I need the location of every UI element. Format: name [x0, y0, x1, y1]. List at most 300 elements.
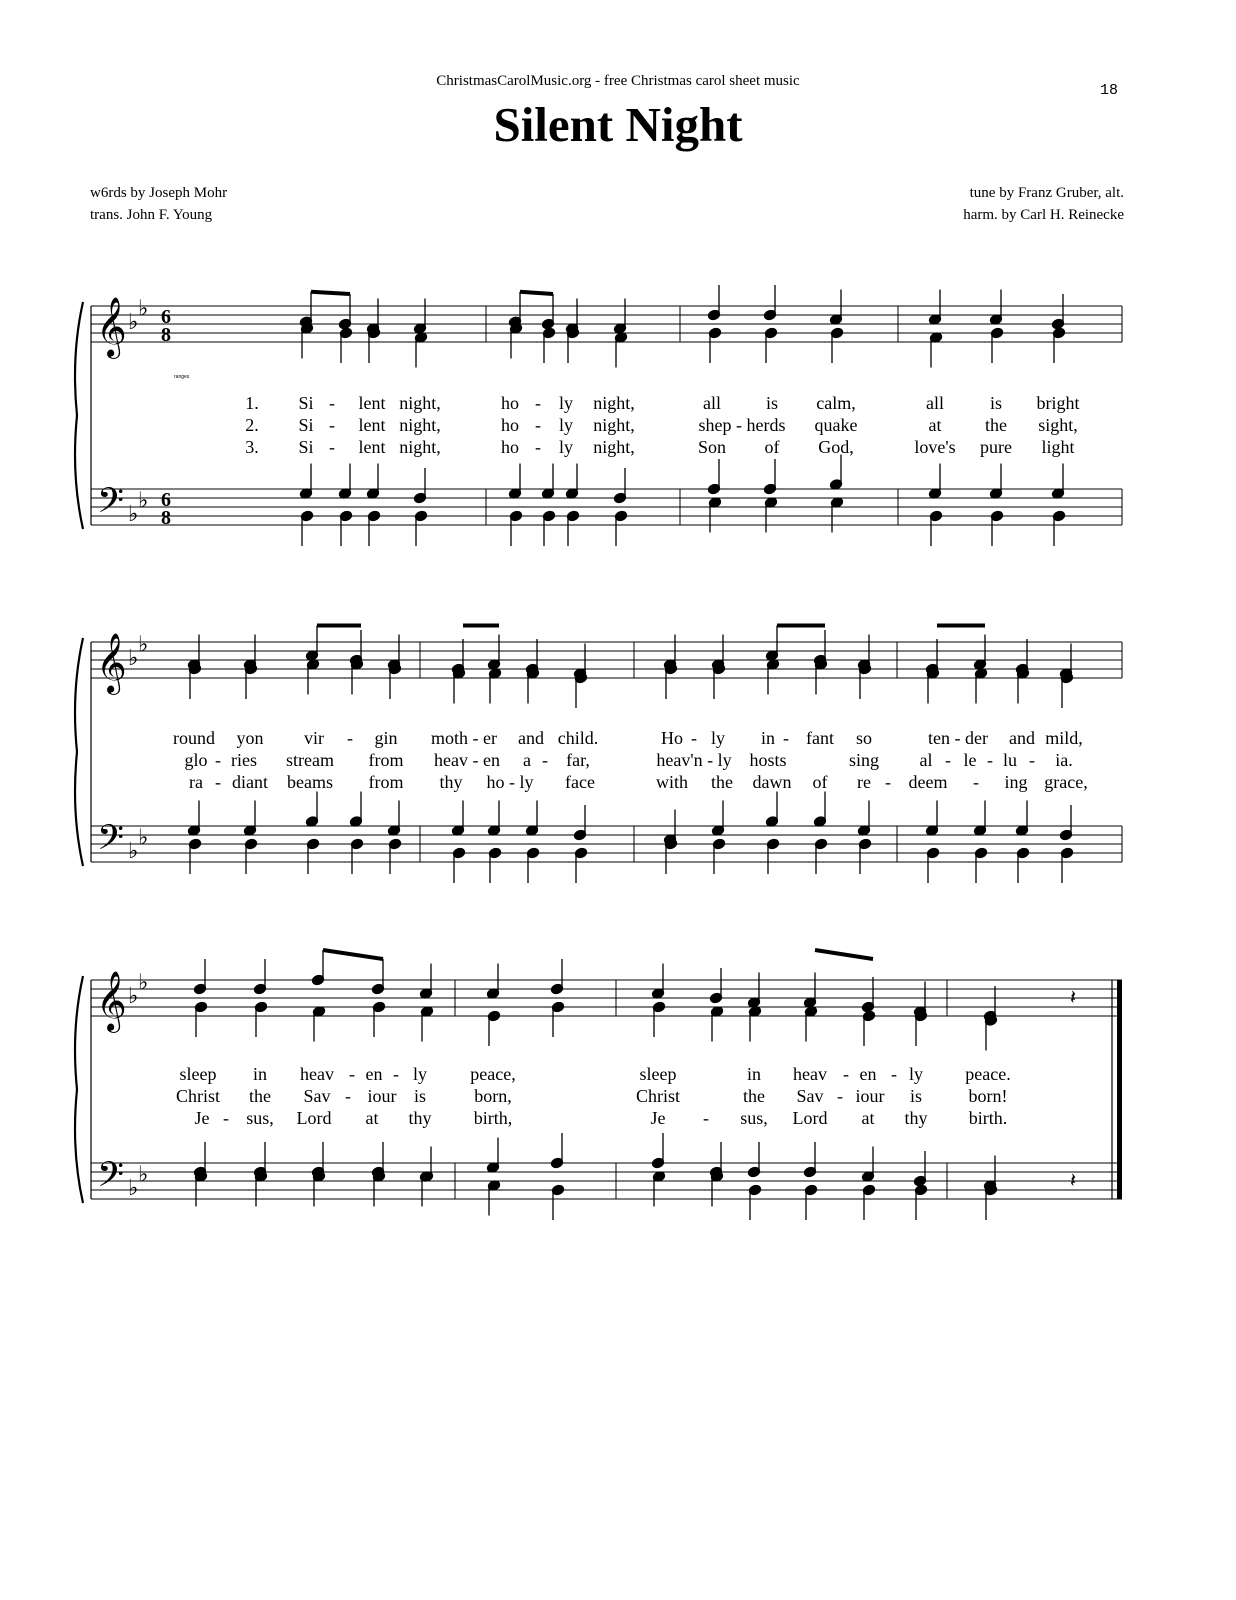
bass-note [420, 1171, 433, 1207]
lyric-syllable: dawn [752, 772, 792, 792]
alto-note [1052, 327, 1065, 363]
lyric-syllable: heav - en [434, 750, 500, 770]
flat-sign: ♭ [128, 984, 139, 1009]
soprano-note [861, 977, 874, 1013]
alto-note [664, 663, 677, 699]
lyric-syllable: ries [231, 750, 257, 770]
tiny-label: ranges [174, 374, 190, 380]
lyric-syllable: night, [399, 393, 441, 413]
tenor-note [1015, 801, 1028, 837]
lyric-syllable: is [413, 1086, 427, 1106]
alto-note [526, 668, 539, 704]
tenor-note [387, 801, 400, 837]
lyric-syllable: - [393, 1064, 399, 1084]
lyric-syllable: en [859, 1064, 877, 1084]
bass-note [748, 1184, 761, 1220]
lyric-syllable: face [565, 772, 595, 792]
alto-note [748, 1006, 761, 1042]
soprano-note [541, 294, 554, 330]
lyric-syllable: thy [904, 1108, 928, 1128]
lyric-syllable: diant [232, 772, 268, 792]
time-signature-top: 6 [161, 306, 171, 328]
flat-sign: ♭ [128, 502, 139, 527]
bass-note [194, 1171, 207, 1207]
alto-note [614, 332, 627, 368]
lyric-syllable: - [535, 393, 541, 413]
bass-note [712, 838, 725, 874]
lyric-syllable: and [518, 728, 544, 748]
bass-note [542, 510, 555, 546]
lyrics [173, 728, 1088, 792]
lyric-syllable: peace. [965, 1064, 1011, 1084]
lyric-syllable: birth, [473, 1108, 513, 1128]
time-signature-bottom: 8 [161, 507, 171, 529]
alto-note [339, 327, 352, 363]
lyric-syllable: - [885, 772, 891, 792]
alto-note [306, 659, 319, 695]
lyric-syllable: grace, [1044, 772, 1088, 792]
system-1 [75, 297, 1122, 530]
lyric-syllable: ra [189, 772, 203, 792]
tenor-note [349, 792, 362, 828]
tenor-note [338, 464, 351, 500]
lyric-syllable: all [926, 393, 944, 413]
lyric-syllable: moth - er [431, 728, 497, 748]
alto-note [194, 1001, 207, 1037]
lyric-syllable: Si [298, 415, 314, 435]
tenor-note [573, 805, 586, 841]
flat-sign: ♭ [128, 1176, 139, 1201]
lyric-syllable: yon [236, 728, 264, 748]
bass-note [929, 510, 942, 546]
treble-staff [91, 980, 1122, 1016]
lyric-syllable: gin [374, 728, 398, 748]
time-signature-bottom: 8 [161, 324, 171, 346]
alto-note [926, 668, 939, 704]
tenor-note [829, 455, 842, 491]
soprano-note [419, 964, 432, 1000]
system-2 [75, 633, 1122, 867]
bass-note [306, 838, 319, 874]
lyric-syllable: a [523, 750, 531, 770]
bass-note [509, 510, 522, 546]
flat-sign: ♭ [128, 646, 139, 671]
lyric-syllable: ly [558, 437, 574, 457]
lyric-syllable: fant [806, 728, 834, 748]
page-number: 18 [1100, 82, 1119, 99]
tenor-note [861, 1147, 874, 1183]
lyric-syllable: at [928, 415, 942, 435]
lyric-syllable: bright [1036, 393, 1080, 413]
lyric-syllable: Je [194, 1108, 210, 1128]
lyric-syllable: ten - der [928, 728, 988, 748]
lyric-syllable: Si [298, 437, 314, 457]
lyric-syllable: at [365, 1108, 379, 1128]
flat-sign: ♭ [138, 632, 149, 658]
lyric-syllable: - [329, 437, 335, 457]
lyric-syllable: with [655, 772, 689, 792]
lyric-syllable: Si [298, 393, 314, 413]
tenor-note [1051, 464, 1064, 500]
flat-sign: ♭ [138, 296, 149, 322]
soprano-note [763, 285, 776, 321]
treble-staff [91, 306, 1122, 342]
song-title: Silent Night [493, 97, 743, 152]
bass-note [367, 510, 380, 546]
tenor-note [187, 801, 200, 837]
lyric-syllable: born, [474, 1086, 512, 1106]
tenor-note [366, 464, 379, 500]
tenor-note [508, 464, 521, 500]
bass-clef: 𝄢 [97, 817, 125, 866]
tenor-note [913, 1151, 926, 1187]
lyric-syllable: ho [501, 437, 519, 457]
tenor-note [613, 468, 626, 504]
lyric-syllable: ing [1004, 772, 1028, 792]
alto-note [372, 1001, 385, 1037]
flat-sign: ♭ [138, 488, 149, 514]
lyric-syllable: - [843, 1064, 849, 1084]
lyric-syllable: the [711, 772, 733, 792]
bass-note [858, 838, 871, 874]
alto-note [708, 327, 721, 363]
alto-note [488, 668, 501, 704]
bass-note [244, 838, 257, 874]
tenor-note [486, 1138, 499, 1174]
alto-note [858, 663, 871, 699]
lyric-syllable: heav [793, 1064, 827, 1084]
tenor-note [925, 801, 938, 837]
lyric-syllable: le [963, 750, 977, 770]
bass-note [664, 838, 677, 874]
tenor-note [813, 792, 826, 828]
bass-clef: 𝄢 [97, 1154, 125, 1203]
lyric-syllable: - [1029, 750, 1035, 770]
lyric-syllable: ly [412, 1064, 428, 1084]
soprano-note [803, 973, 816, 1009]
lyric-syllable: sleep [639, 1064, 677, 1084]
lyric-syllable: is [909, 1086, 923, 1106]
alto-note [652, 1001, 665, 1037]
system-brace [75, 976, 83, 1203]
lyric-syllable: 2. [245, 415, 259, 435]
soprano-note [928, 290, 941, 326]
soprano-note [371, 959, 384, 995]
lyric-syllable: thy [408, 1108, 432, 1128]
soprano-note [707, 285, 720, 321]
lyric-syllable: en [365, 1064, 383, 1084]
lyric-syllable: - [215, 772, 221, 792]
bass-note [614, 510, 627, 546]
lyric-syllable: ly [558, 415, 574, 435]
lyric-syllable: is [765, 393, 779, 413]
lyric-syllable: - [329, 415, 335, 435]
lyric-syllable: heav [300, 1064, 334, 1084]
lyric-syllable: of [764, 437, 780, 457]
bass-note [814, 838, 827, 874]
lyric-syllable: sight, [1038, 415, 1078, 435]
lyric-syllable: Lord [792, 1108, 828, 1128]
soprano-note [299, 292, 312, 328]
system-3 [75, 971, 1122, 1204]
treble-clef: 𝄞 [96, 633, 127, 693]
bass-note [1016, 847, 1029, 883]
bass-note [708, 497, 721, 533]
alto-note [1060, 672, 1073, 708]
flat-sign: ♭ [128, 839, 139, 864]
tenor-note [651, 1133, 664, 1169]
lyric-syllable: the [743, 1086, 765, 1106]
lyric-syllable: beams [287, 772, 333, 792]
bass-note [487, 1180, 500, 1216]
alto-note [974, 668, 987, 704]
alto-note [244, 663, 257, 699]
lyric-syllable: love's [914, 437, 956, 457]
lyric-syllable: glo [184, 750, 208, 770]
tenor-note [525, 801, 538, 837]
lyric-syllable: sing [848, 750, 880, 770]
lyric-syllable: lu [1002, 750, 1018, 770]
alto-note [254, 1001, 267, 1037]
alto-note [551, 1001, 564, 1037]
tenor-note [973, 801, 986, 837]
tenor-note [541, 464, 554, 500]
alto-note [300, 323, 313, 359]
bass-note [914, 1184, 927, 1220]
site-header: ChristmasCarolMusic.org - free Christmas carol sheet music [436, 73, 800, 89]
soprano-note [989, 290, 1002, 326]
lyric-syllable: stream [286, 750, 334, 770]
lyric-syllable: night, [593, 393, 635, 413]
soprano-note [508, 292, 521, 328]
bass-staff [91, 1163, 1122, 1199]
lyric-syllable: re [857, 772, 871, 792]
tenor-note [451, 801, 464, 837]
lyric-syllable: al [919, 750, 933, 770]
lyric-syllable: Son [697, 437, 727, 457]
lyric-syllable: calm, [816, 393, 856, 413]
lyric-syllable: night, [399, 437, 441, 457]
soprano-note [550, 959, 563, 995]
lyric-syllable: - [891, 1064, 897, 1084]
lyric-syllable: at [861, 1108, 875, 1128]
lyric-syllable: - [329, 393, 335, 413]
tenor-note [487, 801, 500, 837]
soprano-note [829, 290, 842, 326]
soprano-note [747, 973, 760, 1009]
bass-note [312, 1171, 325, 1207]
bass-note [766, 838, 779, 874]
bass-note [414, 510, 427, 546]
beam [520, 292, 553, 294]
alto-note [574, 672, 587, 708]
alto-note [566, 327, 579, 363]
soprano-note [305, 626, 318, 662]
lyric-syllable: night, [593, 437, 635, 457]
bass-note [526, 847, 539, 883]
lyric-syllable: iour [367, 1086, 397, 1106]
lyric-syllable: 3. [245, 437, 259, 457]
soprano-note [338, 294, 351, 330]
bass-note [710, 1171, 723, 1207]
alto-note [487, 1010, 500, 1046]
flat-sign: ♭ [138, 1162, 149, 1188]
lyric-syllable: heav'n - ly [656, 750, 732, 770]
alto-note [414, 332, 427, 368]
system-brace [75, 302, 83, 529]
tenor-note [989, 464, 1002, 500]
lyrics [176, 1064, 1011, 1128]
soprano-note [765, 626, 778, 662]
final-barline-thick [1117, 980, 1122, 1199]
soprano-note [486, 964, 499, 1000]
lyric-syllable: the [249, 1086, 271, 1106]
beam [815, 950, 873, 959]
time-signature-top: 6 [161, 489, 171, 511]
bass-note [926, 847, 939, 883]
lyric-syllable: so [855, 728, 873, 748]
lyric-syllable: 1. [245, 393, 259, 413]
treble-clef: 𝄞 [96, 297, 127, 357]
bass-note [300, 510, 313, 546]
lyric-syllable: ly [558, 393, 574, 413]
bass-note [1060, 847, 1073, 883]
lyric-syllable: sleep [179, 1064, 217, 1084]
lyric-syllable: - [703, 1108, 709, 1128]
lyric-syllable: Christ [175, 1086, 221, 1106]
bass-note [551, 1184, 564, 1220]
words-credit: w6rds by Joseph Mohr [90, 185, 228, 201]
tenor-note [765, 792, 778, 828]
lyric-syllable: pure [980, 437, 1012, 457]
bass-note [862, 1184, 875, 1220]
alto-note [830, 327, 843, 363]
lyric-syllable: lent [358, 393, 386, 413]
lyric-syllable: Christ [635, 1086, 681, 1106]
quarter-rest: 𝄽 [1070, 985, 1077, 1009]
tenor-note [928, 464, 941, 500]
alto-note [766, 659, 779, 695]
treble-clef: 𝄞 [96, 971, 127, 1031]
bass-note [254, 1171, 267, 1207]
lyric-syllable: and [1009, 728, 1035, 748]
soprano-note [193, 959, 206, 995]
flat-sign: ♭ [138, 970, 149, 996]
lyric-syllable: Sav [303, 1086, 331, 1106]
lyric-syllable: ho - ly [486, 772, 534, 792]
harmony-credit: harm. by Carl H. Reinecke [963, 207, 1124, 223]
lyric-syllable: iour [855, 1086, 885, 1106]
lyric-syllable: born! [968, 1086, 1008, 1106]
soprano-note [311, 950, 324, 986]
quarter-rest: 𝄽 [1070, 1168, 1077, 1192]
lyric-syllable: of [812, 772, 828, 792]
soprano-note [651, 964, 664, 1000]
lyric-syllable: - [973, 772, 979, 792]
flat-sign: ♭ [128, 310, 139, 335]
bass-note [764, 497, 777, 533]
lyric-syllable: thy [439, 772, 463, 792]
bass-note [574, 847, 587, 883]
lyric-syllable: the [985, 415, 1007, 435]
tenor-note [711, 801, 724, 837]
tenor-note [299, 464, 312, 500]
lyric-syllable: in [760, 728, 776, 748]
lyric-syllable: ly [908, 1064, 924, 1084]
lyric-syllable: - [945, 750, 951, 770]
bass-note [188, 838, 201, 874]
alto-note [367, 327, 380, 363]
lyric-syllable: from [368, 772, 404, 792]
lyric-syllable: Je [650, 1108, 666, 1128]
lyric-syllable: all [703, 393, 721, 413]
lyric-syllable: night, [593, 415, 635, 435]
bass-note [350, 838, 363, 874]
lyric-syllable: - [783, 728, 789, 748]
lyric-syllable: - [215, 750, 221, 770]
lyric-syllable: from [368, 750, 404, 770]
soprano-note [973, 635, 986, 671]
tenor-note [243, 801, 256, 837]
alto-note [509, 323, 522, 359]
lyric-syllable: mild, [1045, 728, 1083, 748]
alto-note [388, 663, 401, 699]
alto-note [1016, 668, 1029, 704]
bass-note [339, 510, 352, 546]
lyric-syllable: in [252, 1064, 268, 1084]
alto-note [914, 1010, 927, 1046]
lyric-syllable: ly [710, 728, 726, 748]
lyric-syllable: ia. [1055, 750, 1073, 770]
bass-note [830, 497, 843, 533]
bass-staff [91, 489, 1122, 525]
bass-clef: 𝄢 [97, 480, 125, 529]
bass-note [804, 1184, 817, 1220]
alto-note [990, 327, 1003, 363]
tenor-note [763, 459, 776, 495]
bass-note [372, 1171, 385, 1207]
bass-note [566, 510, 579, 546]
lyric-syllable: deem [908, 772, 948, 792]
lyric-syllable: lent [358, 437, 386, 457]
lyric-syllable: Ho [661, 728, 683, 748]
beam [311, 292, 350, 294]
bass-note [984, 1184, 997, 1220]
alto-note [420, 1006, 433, 1042]
tenor-note [413, 468, 426, 504]
alto-note [312, 1006, 325, 1042]
lyric-syllable: sus, [246, 1108, 274, 1128]
alto-note [764, 327, 777, 363]
lyric-syllable: - [691, 728, 697, 748]
lyrics [245, 393, 1079, 457]
alto-note [984, 1015, 997, 1051]
alto-note [350, 659, 363, 695]
alto-note [862, 1010, 875, 1046]
lyric-syllable: - [542, 750, 548, 770]
lyric-syllable: night, [399, 415, 441, 435]
tenor-note [857, 801, 870, 837]
lyric-syllable: - [535, 437, 541, 457]
lyric-syllable: Lord [296, 1108, 332, 1128]
lyric-syllable: hosts [749, 750, 787, 770]
soprano-note [709, 968, 722, 1004]
bass-note [1052, 510, 1065, 546]
bass-note [452, 847, 465, 883]
lyric-syllable: quake [814, 415, 858, 435]
alto-note [188, 663, 201, 699]
translation-credit: trans. John F. Young [90, 207, 213, 223]
